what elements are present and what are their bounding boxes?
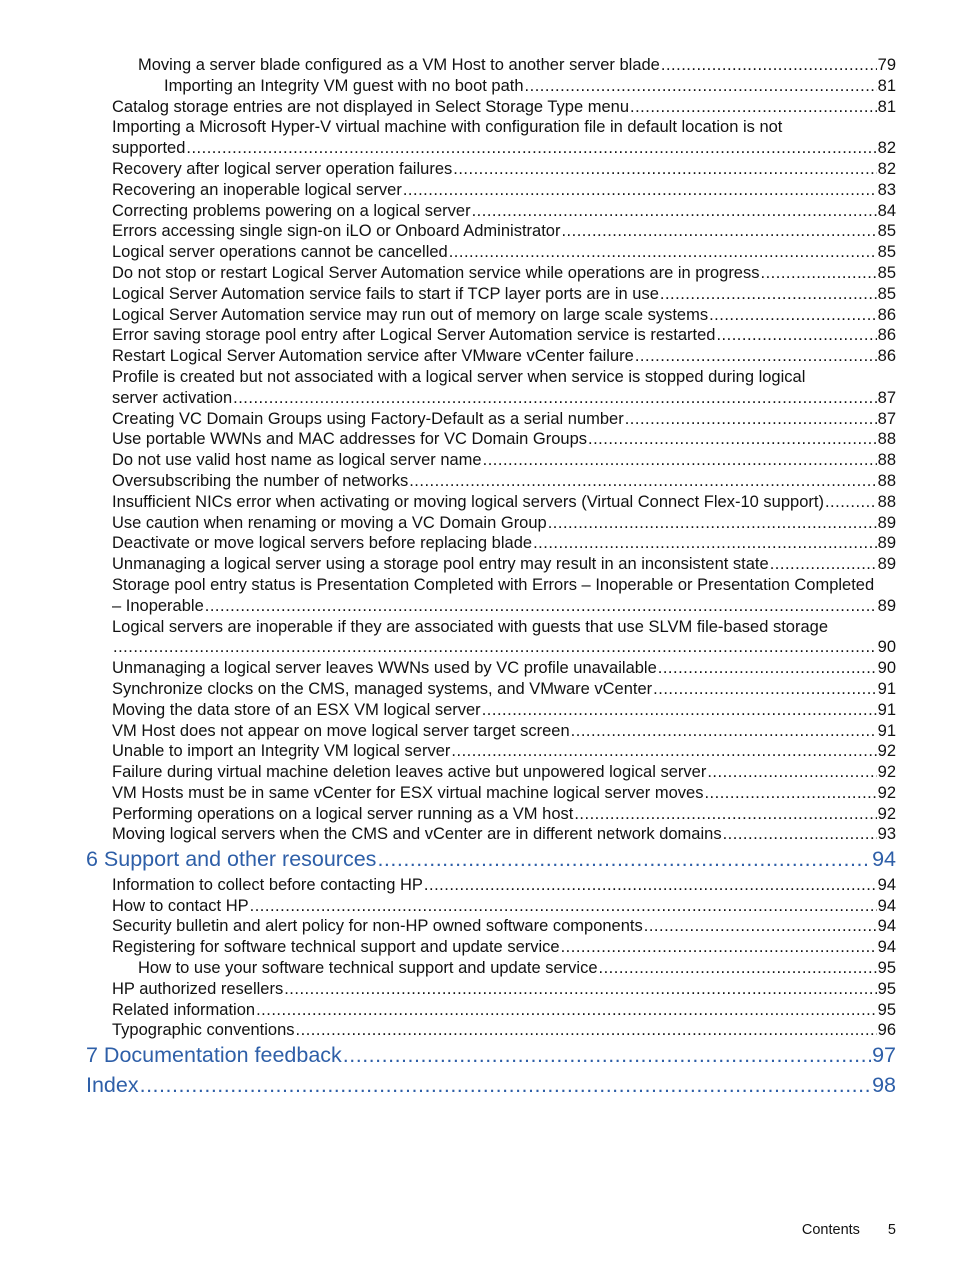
toc-entry-title-continued: supported	[112, 139, 186, 158]
toc-entry-page-number: 82	[877, 159, 896, 178]
toc-entry[interactable]	[86, 409, 896, 430]
dot-leader	[561, 221, 876, 242]
dot-leader	[661, 55, 877, 76]
toc-entry-page-number: 85	[877, 284, 896, 303]
toc-entry[interactable]	[86, 721, 896, 742]
toc-entry-page-number: 92	[877, 763, 896, 782]
toc-entry-title: Moving logical servers when the CMS and vCenter are in different network domains	[112, 825, 722, 844]
footer-page-number: 5	[887, 1222, 896, 1238]
toc-entry-title: Unmanaging a logical server leaves WWNs used by VC profile unavailable	[112, 659, 657, 678]
toc-entry-title: Insufficient NICs error when activating or moving logical servers (Virtual Connect Flex-10 support)	[112, 492, 824, 511]
toc-entry-title: Storage pool entry status is Presentation Completed with Errors – Inoperable or Presentation Completed	[112, 575, 875, 594]
toc-entry[interactable]	[86, 533, 896, 554]
toc-entry-title: Do not stop or restart Logical Server Automation service while operations are in progress	[112, 263, 760, 282]
toc-entry-page-number: 93	[877, 825, 896, 844]
toc-entry-title: Importing an Integrity VM guest with no boot path	[164, 76, 524, 95]
dot-leader	[653, 679, 876, 700]
toc-entry-page-number: 89	[877, 534, 896, 553]
toc-entry-page-number: 91	[877, 700, 896, 719]
toc-entry-page-number: 94	[877, 875, 896, 894]
dot-leader	[761, 263, 877, 284]
dot-leader	[483, 450, 877, 471]
dot-leader	[548, 513, 877, 534]
toc-entry-page-number: 86	[877, 326, 896, 345]
toc-entry-title: Logical Server Automation service fails to start if TCP layer ports are in use	[112, 284, 659, 303]
dot-leader	[256, 1000, 877, 1021]
toc-entry-page-number: 91	[877, 679, 896, 698]
toc-entry[interactable]	[86, 617, 896, 659]
toc-chapter-entry[interactable]	[86, 1071, 896, 1101]
toc-entry-title: Related information	[112, 1000, 256, 1019]
toc-entry-title: 7 Documentation feedback	[86, 1043, 342, 1068]
toc-entry[interactable]	[86, 896, 896, 917]
toc-entry-title: Security bulletin and alert policy for non-HP owned software components	[112, 917, 643, 936]
toc-entry-title-continued: – Inoperable	[112, 596, 204, 615]
toc-entry-title-continued: server activation	[112, 388, 233, 407]
dot-leader	[644, 916, 877, 937]
dot-leader	[186, 138, 876, 159]
dot-leader	[449, 242, 877, 263]
toc-entry-page-number: 88	[877, 451, 896, 470]
toc-entry[interactable]	[86, 958, 896, 979]
toc-entry[interactable]	[86, 916, 896, 937]
toc-entry-page-number: 89	[877, 596, 896, 615]
toc-entry-page-number: 97	[872, 1043, 896, 1068]
toc-entry-title: How to contact HP	[112, 896, 249, 915]
toc-entry[interactable]	[86, 783, 896, 804]
dot-leader	[716, 325, 876, 346]
toc-entry-page-number: 90	[877, 638, 896, 657]
toc-entry[interactable]	[86, 471, 896, 492]
toc-entry-title: Use portable WWNs and MAC addresses for VC Domain Groups	[112, 430, 588, 449]
toc-entry-title: Do not use valid host name as logical server name	[112, 451, 482, 470]
toc-entry-page-number: 85	[877, 243, 896, 262]
toc-entry-page-number: 88	[877, 471, 896, 490]
dot-leader	[525, 76, 877, 97]
toc-entry[interactable]	[86, 658, 896, 679]
toc-entry-page-number: 92	[877, 742, 896, 761]
toc-entry-title: HP authorized resellers	[112, 979, 284, 998]
toc-entry-title: Typographic conventions	[112, 1021, 295, 1040]
dot-leader	[599, 958, 877, 979]
toc-entry[interactable]	[86, 450, 896, 471]
dot-leader	[709, 305, 877, 326]
dot-leader	[588, 429, 877, 450]
toc-entry[interactable]	[86, 97, 896, 118]
dot-leader	[140, 1071, 871, 1101]
toc-entry-page-number: 98	[872, 1072, 896, 1097]
toc-entry-page-number: 79	[877, 56, 896, 74]
dot-leader	[403, 180, 877, 201]
footer-section-label: Contents	[801, 1222, 860, 1238]
toc-entry-page-number: 81	[877, 76, 896, 95]
toc-entry-page-number: 92	[877, 783, 896, 802]
toc-entry-page-number: 95	[877, 1000, 896, 1019]
toc-entry-page-number: 94	[877, 896, 896, 915]
toc-entry-title: Catalog storage entries are not displayed in Select Storage Type menu	[112, 97, 630, 116]
toc-entry[interactable]	[86, 221, 896, 242]
toc-entry-title: Performing operations on a logical server running as a VM host	[112, 804, 574, 823]
dot-leader	[233, 388, 877, 409]
toc-entry-title: VM Hosts must be in same vCenter for ESX virtual machine logical server moves	[112, 783, 704, 802]
toc-entry[interactable]	[86, 554, 896, 575]
toc-entry[interactable]	[86, 824, 896, 845]
toc-entry-title: 6 Support and other resources	[86, 847, 377, 872]
toc-entry-page-number: 89	[877, 513, 896, 532]
toc-entry-title: Synchronize clocks on the CMS, managed systems, and VMware vCenter	[112, 679, 653, 698]
dot-leader	[825, 492, 877, 513]
dot-leader	[482, 700, 877, 721]
toc-entry[interactable]	[86, 429, 896, 450]
toc-entry[interactable]	[86, 117, 896, 159]
toc-entry[interactable]	[86, 76, 896, 97]
toc-entry-title: Registering for software technical support and update service	[112, 938, 560, 957]
toc-entry-title: Importing a Microsoft Hyper-V virtual machine with configuration file in default location is not	[112, 118, 783, 137]
toc-entry[interactable]	[86, 346, 896, 367]
toc-entry-title: Creating VC Domain Groups using Factory-Default as a serial number	[112, 409, 624, 428]
toc-entry[interactable]	[86, 741, 896, 762]
toc-entry-page-number: 82	[877, 139, 896, 158]
toc-chapter-entry[interactable]	[86, 845, 896, 875]
toc-entry-title: Logical servers are inoperable if they are associated with guests that use SLVM file-based storage	[112, 617, 829, 636]
toc-entry-title: Restart Logical Server Automation service after VMware vCenter failure	[112, 347, 634, 366]
dot-leader	[205, 596, 877, 617]
toc-entry[interactable]	[86, 325, 896, 346]
dot-leader	[453, 159, 876, 180]
dot-leader	[250, 896, 877, 917]
table-of-contents	[86, 55, 896, 1100]
dot-leader	[561, 937, 877, 958]
dot-leader	[630, 97, 877, 118]
toc-entry-title: Oversubscribing the number of networks	[112, 471, 409, 490]
dot-leader	[533, 533, 877, 554]
dot-leader	[574, 804, 876, 825]
toc-entry-title: Moving the data store of an ESX VM logical server	[112, 700, 481, 719]
toc-entry-title: Logical server operations cannot be cancelled	[112, 243, 448, 262]
dot-leader	[424, 875, 877, 896]
toc-entry-page-number: 83	[877, 180, 896, 199]
toc-entry[interactable]	[86, 762, 896, 783]
toc-entry[interactable]	[86, 679, 896, 700]
dot-leader	[296, 1020, 877, 1041]
toc-entry[interactable]	[86, 55, 896, 76]
toc-entry-page-number: 95	[877, 958, 896, 977]
toc-entry-title: Use caution when renaming or moving a VC Domain Group	[112, 513, 547, 532]
toc-entry[interactable]	[86, 1000, 896, 1021]
toc-entry[interactable]	[86, 979, 896, 1000]
dot-leader	[377, 845, 871, 875]
dot-leader	[409, 471, 876, 492]
dot-leader	[770, 554, 877, 575]
page-footer	[700, 1222, 896, 1238]
dot-leader	[660, 284, 877, 305]
toc-entry[interactable]	[86, 367, 896, 409]
dot-leader	[571, 721, 877, 742]
toc-entry-page-number: 89	[877, 555, 896, 574]
toc-entry[interactable]	[86, 875, 896, 896]
toc-entry-page-number: 87	[877, 388, 896, 407]
toc-entry[interactable]	[86, 284, 896, 305]
toc-entry[interactable]	[86, 492, 896, 513]
toc-entry-page-number: 86	[877, 305, 896, 324]
toc-entry[interactable]	[86, 201, 896, 222]
toc-entry[interactable]	[86, 263, 896, 284]
toc-entry-title: How to use your software technical support and update service	[138, 958, 598, 977]
toc-entry[interactable]	[86, 180, 896, 201]
toc-entry-title: Information to collect before contacting HP	[112, 875, 423, 894]
toc-entry-title: Error saving storage pool entry after Logical Server Automation service is restarted	[112, 326, 716, 345]
toc-entry-page-number: 85	[877, 222, 896, 241]
toc-entry-title: Logical Server Automation service may run out of memory on large scale systems	[112, 305, 709, 324]
toc-entry[interactable]	[86, 937, 896, 958]
toc-entry[interactable]	[86, 305, 896, 326]
toc-entry-title: Unmanaging a logical server using a storage pool entry may result in an inconsistent state	[112, 555, 769, 574]
dot-leader	[723, 824, 877, 845]
toc-entry[interactable]	[86, 700, 896, 721]
dot-leader	[704, 783, 876, 804]
toc-entry-page-number: 87	[877, 409, 896, 428]
toc-entry-page-number: 86	[877, 347, 896, 366]
toc-entry-title: Index	[86, 1072, 139, 1097]
dot-leader	[472, 201, 877, 222]
toc-entry-title: Errors accessing single sign-on iLO or Onboard Administrator	[112, 222, 561, 241]
toc-entry-page-number: 92	[877, 804, 896, 823]
toc-entry-page-number: 91	[877, 721, 896, 740]
dot-leader	[658, 658, 877, 679]
toc-entry-title: Recovery after logical server operation failures	[112, 159, 453, 178]
toc-entry-title: VM Host does not appear on move logical server target screen	[112, 721, 570, 740]
toc-entry-page-number: 95	[877, 979, 896, 998]
dot-leader	[284, 979, 876, 1000]
toc-entry[interactable]	[86, 159, 896, 180]
toc-entry-page-number: 94	[872, 847, 896, 872]
toc-entry[interactable]	[86, 242, 896, 263]
toc-entry-page-number: 85	[877, 263, 896, 282]
dot-leader	[625, 409, 877, 430]
dot-leader	[635, 346, 877, 367]
dot-leader	[113, 637, 877, 658]
toc-entry-title: Failure during virtual machine deletion leaves active but unpowered logical server	[112, 763, 707, 782]
dot-leader	[707, 762, 876, 783]
dot-leader	[343, 1041, 871, 1071]
toc-entry-title: Correcting problems powering on a logical server	[112, 201, 471, 220]
toc-chapter-entry[interactable]	[86, 1041, 896, 1071]
toc-entry-page-number: 96	[877, 1021, 896, 1040]
toc-entry[interactable]	[86, 575, 896, 617]
toc-entry-title: Recovering an inoperable logical server	[112, 180, 402, 199]
toc-entry-page-number: 90	[877, 659, 896, 678]
toc-entry[interactable]	[86, 513, 896, 534]
toc-entry-page-number: 88	[877, 430, 896, 449]
toc-entry-page-number: 81	[877, 97, 896, 116]
toc-entry-page-number: 94	[877, 917, 896, 936]
toc-entry[interactable]	[86, 1020, 896, 1041]
toc-entry-page-number: 88	[877, 492, 896, 511]
toc-entry-title: Profile is created but not associated with a logical server when service is stopped during logical	[112, 367, 806, 386]
toc-entry-page-number: 94	[877, 938, 896, 957]
toc-entry-title: Deactivate or move logical servers before replacing blade	[112, 534, 533, 553]
toc-entry-title: Unable to import an Integrity VM logical server	[112, 742, 451, 761]
toc-entry[interactable]	[86, 804, 896, 825]
toc-entry-title: Moving a server blade configured as a VM Host to another server blade	[138, 56, 660, 74]
dot-leader	[451, 741, 876, 762]
toc-entry-page-number: 84	[877, 201, 896, 220]
